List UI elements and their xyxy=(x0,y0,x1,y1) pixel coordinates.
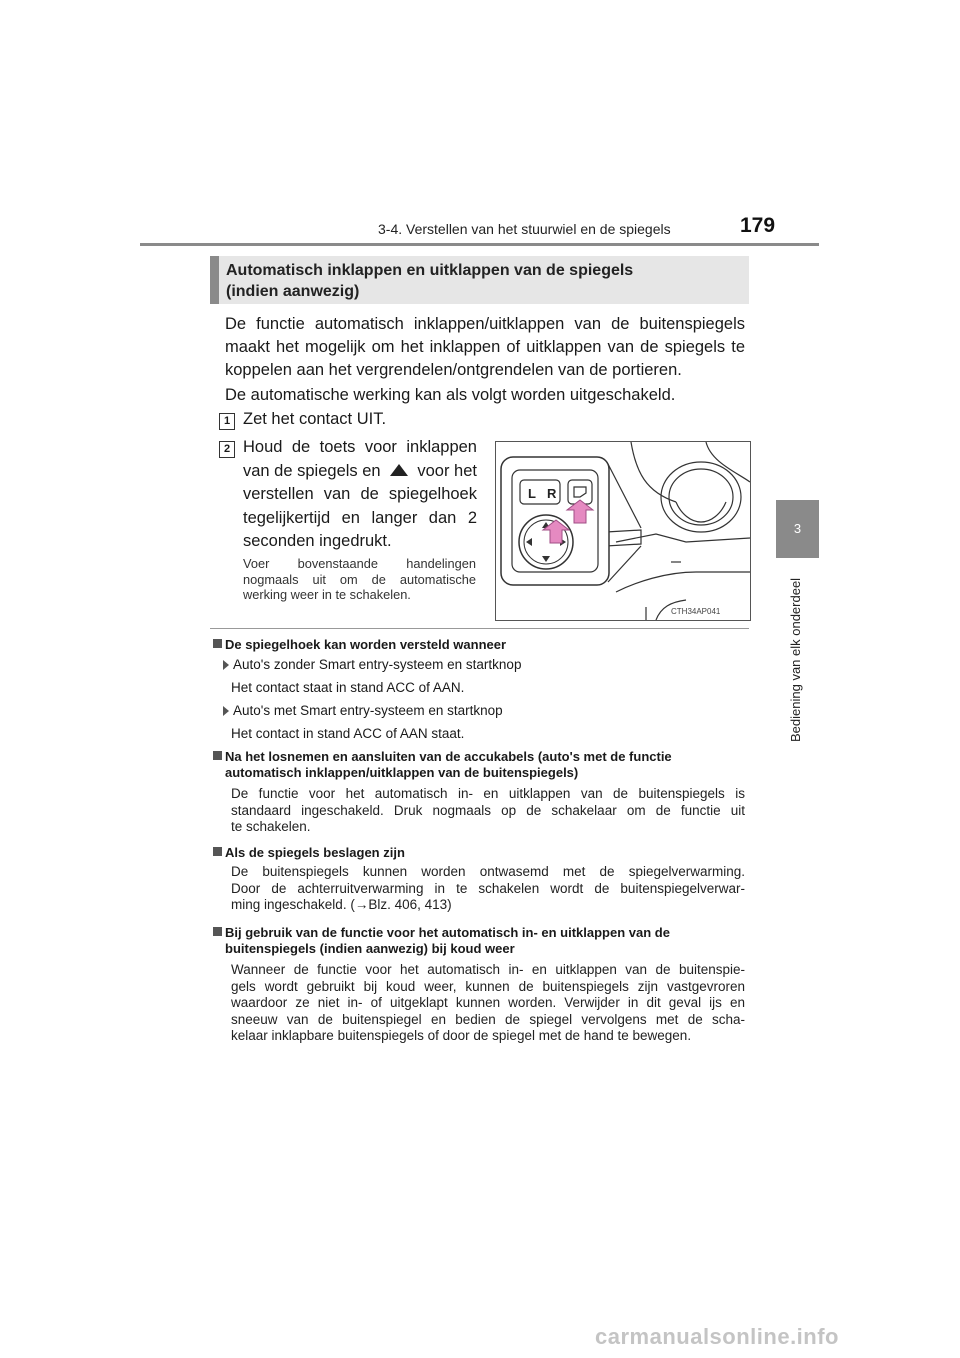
triangle-bullet-icon xyxy=(223,706,229,716)
mirror-switch-figure xyxy=(495,441,751,621)
note-4-body-line-2: gels wordt gebruikt bij koud weer, kunnen de buitenspiegels zijn vastgevroren xyxy=(231,978,745,994)
note-2-heading xyxy=(225,749,753,781)
note-4-body-line-5: kelaar inklapbare buitenspiegels of door de spiegel met de hand te bewegen. xyxy=(231,1028,692,1043)
square-bullet-icon xyxy=(213,639,222,648)
note-1-bullet-1 xyxy=(223,657,521,673)
section-heading-bar xyxy=(210,256,219,304)
square-bullet-icon xyxy=(213,847,222,856)
step-2-line-5: seconden ingedrukt. xyxy=(243,532,392,550)
note-4-heading-line-2: buitenspiegels (indien aanwezig) bij koud weer xyxy=(225,941,515,956)
intro-line-3: koppelen aan het vergrendelen/ontgrendelen van de portieren. xyxy=(225,361,682,379)
note-2-body-line-1: De functie voor het automatisch in- en uitklappen van de buitenspiegels is xyxy=(231,786,745,801)
note-1-bullet-2-text: Auto's met Smart entry-systeem en startknop xyxy=(233,703,503,718)
intro-paragraph xyxy=(225,313,745,382)
note-3-body-line-1: De buitenspiegels kunnen worden ontwasemd met de spiegelverwarming. xyxy=(231,864,745,879)
square-bullet-icon xyxy=(213,927,222,936)
intro-line-1: De functie automatisch inklappen/uitklappen van de buitenspiegels xyxy=(225,315,745,333)
note-line-1: Voer bovenstaande handelingen xyxy=(243,556,476,571)
note-3-body-line-3: ming ingeschakeld. (→Blz. 406, 413) xyxy=(231,897,452,912)
note-4-body-line-1: Wanneer de functie voor het automatisch in- en uitklappen van de buitenspie- xyxy=(231,962,745,977)
mirror-switch-illustration xyxy=(496,442,750,620)
note-1-heading-text: De spiegelhoek kan worden versteld wanneer xyxy=(225,637,507,652)
note-2-heading-line-1: Na het losnemen en aansluiten van de accukabels (auto's met de functie xyxy=(225,749,672,764)
note-4-body xyxy=(231,962,745,1045)
note-line-2: nogmaals uit om de automatische xyxy=(243,571,476,587)
page-number: 179 xyxy=(740,214,776,237)
note-3-heading-text: Als de spiegels beslagen zijn xyxy=(225,845,405,860)
re-enable-note xyxy=(243,556,476,603)
step-1-number: 1 xyxy=(219,413,235,430)
step-2-number: 2 xyxy=(219,441,235,458)
note-1-text-2: Het contact in stand ACC of AAN staat. xyxy=(231,726,465,741)
disable-text: De automatische werking kan als volgt worden uitgeschakeld. xyxy=(225,386,676,404)
step-2-line-3: verstellen van de spiegelhoek xyxy=(243,485,477,503)
step-2-text xyxy=(243,436,477,554)
note-3-body-line-2: Door de achterruitverwarming in te schakelen wordt de buitenspiegelverwar- xyxy=(231,880,745,896)
step-1-text: Zet het contact UIT. xyxy=(243,410,387,428)
note-line-3: werking weer in te schakelen. xyxy=(243,587,411,602)
note-3-body xyxy=(231,864,745,914)
watermark: carmanualsonline.info xyxy=(595,1324,839,1349)
header-rule xyxy=(140,243,819,246)
step-2-line-2a: van de spiegels en xyxy=(243,461,381,480)
note-2-body-line-3: te schakelen. xyxy=(231,819,311,834)
section-title-line2: (indien aanwezig) xyxy=(226,283,360,300)
notes-separator xyxy=(210,628,749,629)
note-4-body-line-3: waardoor ze niet in- of uitgeklapt kunnen worden. Verwijder in dit geval ijs en xyxy=(231,995,745,1010)
step-2-line-1: Houd de toets voor inklappen xyxy=(243,438,477,456)
switch-label-left: L xyxy=(528,486,536,501)
chapter-tab: 3 xyxy=(776,500,819,558)
chapter-title-vertical xyxy=(784,570,812,750)
section-title-line1: Automatisch inklappen en uitklappen van de spiegels xyxy=(226,262,634,279)
note-1-text-1: Het contact staat in stand ACC of AAN. xyxy=(231,680,465,695)
note-1-bullet-1-text: Auto's zonder Smart entry-systeem en startknop xyxy=(233,657,522,672)
running-header-section: 3-4. Verstellen van het stuurwiel en de spiegels xyxy=(378,221,671,237)
up-triangle-icon xyxy=(389,460,409,484)
step-2-line-4: tegelijkertijd en langer dan 2 xyxy=(243,508,477,527)
note-4-heading-line-1: Bij gebruik van de functie voor het automatisch in- en uitklappen van de xyxy=(225,925,670,940)
switch-label-right: R xyxy=(547,486,557,501)
note-2-body-line-2: standaard ingeschakeld. Druk nogmaals op de schakelaar om de functie uit xyxy=(231,802,745,818)
step-2-line-2b: voor het xyxy=(417,461,477,480)
intro-line-2: maakt het mogelijk om het inklappen of uitklappen van de spiegels te xyxy=(225,338,745,356)
note-3-heading xyxy=(225,845,753,861)
figure-code: CTH34AP041 xyxy=(671,607,721,616)
note-4-heading xyxy=(225,925,753,957)
step-2-line-2 xyxy=(243,460,477,484)
note-2-heading-line-2: automatisch inklappen/uitklappen van de buitenspiegels) xyxy=(225,765,579,780)
section-title xyxy=(226,260,746,302)
triangle-bullet-icon xyxy=(223,660,229,670)
note-2-body xyxy=(231,786,745,836)
note-1-bullet-2 xyxy=(223,703,503,719)
chapter-title-label: Bediening van elk onderdeel xyxy=(788,577,803,742)
note-4-body-line-4: sneeuw van de buitenspiegel en bedien de spiegel vervolgens met de scha- xyxy=(231,1011,745,1027)
note-1-heading xyxy=(225,637,753,653)
square-bullet-icon xyxy=(213,751,222,760)
